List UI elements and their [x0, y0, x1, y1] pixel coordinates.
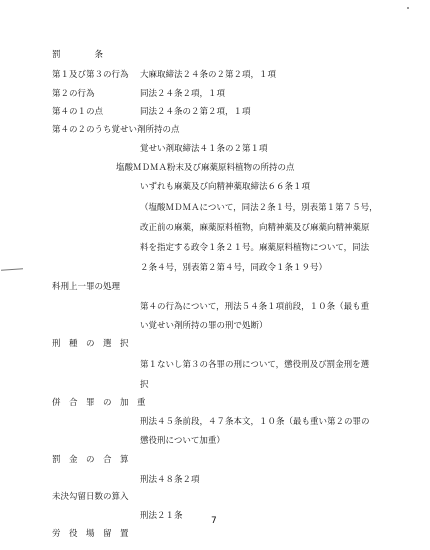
rule-value: 同法２４条の２第２項，１項 [140, 107, 251, 117]
penalty-text-line: 択 [140, 380, 149, 390]
mdma-label: 塩酸ＭＤＭＡ粉末及び麻薬原料植物の所持の点 [116, 163, 295, 173]
paren-line: 料を指定する政令１条２１号。麻薬原料植物について，同法 [140, 243, 370, 253]
aggregate-text-line: 懲役刑について加重） [140, 436, 225, 446]
detention-text: 刑法２１条 [140, 511, 183, 521]
scan-mark [1, 268, 23, 271]
page-number: 7 [211, 516, 217, 526]
paren-line: 改正前の麻薬，麻薬原料植物，向精神薬及び麻薬向精神薬原 [140, 223, 370, 233]
fine-heading: 罰 金 の 合 算 [52, 455, 129, 465]
concurrent-heading: 科刑上一罪の処理 [52, 282, 121, 292]
detention-heading: 未決勾留日数の算入 [52, 492, 129, 502]
fine-text: 刑法４８条２項 [140, 475, 200, 485]
concurrent-text-line: 第４の行為について，刑法５４条１項前段，１０条（最も重 [140, 302, 370, 312]
concurrent-text-line: い覚せい剤所持の罪の刑で処断） [140, 321, 268, 331]
scan-dot [407, 7, 409, 9]
item-4-2-value: 覚せい剤取締法４１条の２第１項 [140, 144, 268, 154]
rule-label: 第４の１の点 [52, 107, 104, 117]
rule-value: 大麻取締法２４条の２第２項，１項 [140, 70, 277, 80]
penalty-heading: 刑 種 の 選 択 [52, 339, 129, 349]
item-4-2-label: 第４の２のうち覚せい剤所持の点 [52, 125, 180, 135]
penalty-text-line: 第１ないし第３の各罪の刑について，懲役刑及び罰金刑を選 [140, 360, 370, 370]
aggregate-text-line: 刑法４５条前段，４７条本文，１０条（最も重い第２の罪の [140, 417, 370, 427]
rule-label: 第２の行為 [52, 89, 95, 99]
workhouse-heading: 労 役 場 留 置 [52, 529, 129, 539]
paren-line: （塩酸ＭＤＭＡについて，同法２条１号，別表第１第７５号， [140, 203, 378, 213]
mdma-value: いずれも麻薬及び向精神薬取締法６６条１項 [140, 182, 311, 192]
paren-line: ２条４号，別表第２第４号，同政令１条１９号） [140, 263, 328, 273]
heading-rules: 罰 条 [52, 50, 104, 60]
rule-label: 第１及び第３の行為 [52, 70, 129, 80]
aggregate-heading: 併 合 罪 の 加 重 [52, 398, 146, 408]
rule-value: 同法２４条２項，１項 [140, 89, 226, 99]
